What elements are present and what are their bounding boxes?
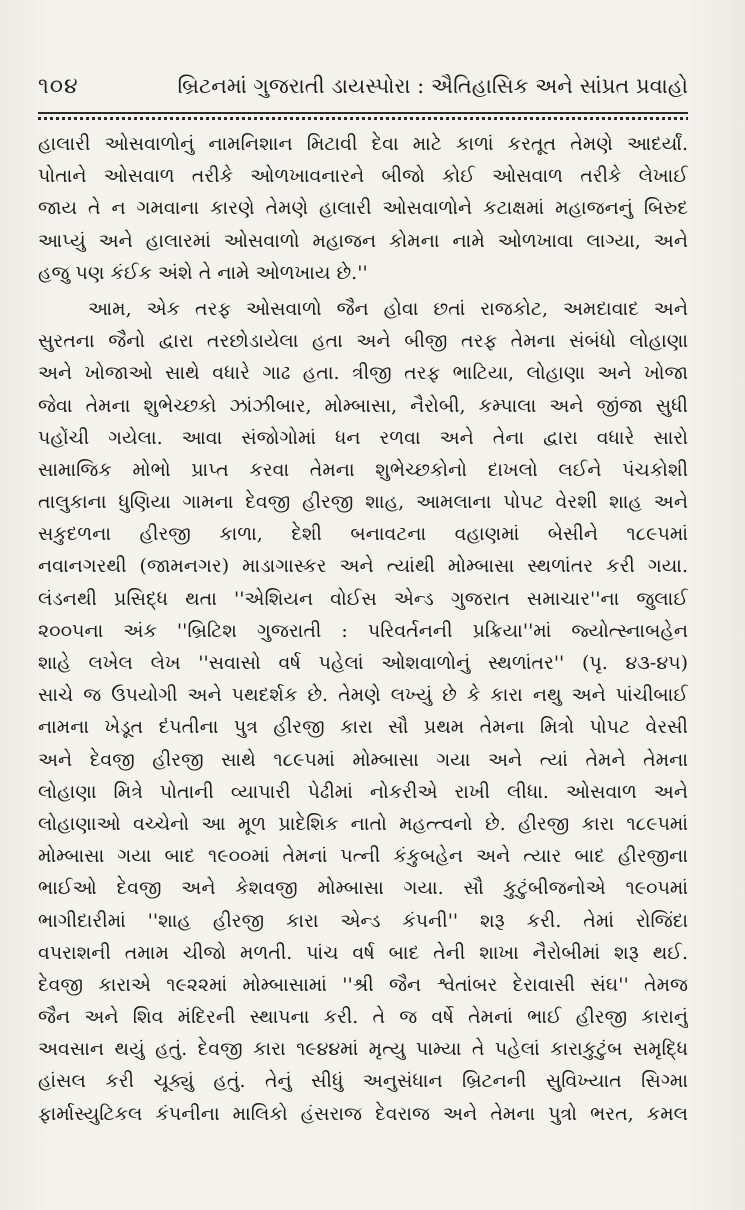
text-line: ફાર્માસ્યુટિકલ કંપનીના માલિકો હંસરાજ દેવરાજ અને તેમના પુત્રો ભરત, કમલ <box>38 1102 688 1125</box>
text-line: ભાઈઓ દેવજી અને કેશવજી મોમ્બાસા ગયા. સૌ કુટુંબીજનોએ ૧૯૦૫માં <box>38 877 688 900</box>
text-line: નવાનગરથી (જામનગર) માડાગાસ્કર અને ત્યાંથી મોમ્બાસા સ્થળાંતર કરી ગયા. <box>38 555 688 578</box>
text-line: જેવા તેમના શુભેચ્છકો ઝાંઝીબાર, મોમ્બાસા, નૈરોબી, કમ્પાલા અને જીંજા સુધી <box>38 394 688 417</box>
text-line: સુરતના જૈનો દ્વારા તરછોડાયેલા હતા અને બીજી તરફ તેમના સંબંધો લોહાણા <box>38 330 688 353</box>
text-line: પહોંચી ગયેલા. આવા સંજોગોમાં ધન રળવા અને તેના દ્વારા વધારે સારો <box>38 426 688 449</box>
text-line: નામના ખેડૂત દંપતીના પુત્ર હીરજી કારા સૌ પ્રથમ તેમના મિત્રો પોપટ વેરસી <box>38 716 688 739</box>
text-line: અને ખોજાઓ સાથે વધારે ગાઢ હતા. ત્રીજી તરફ ભાટિયા, લોહાણા અને ખોજા <box>38 362 688 385</box>
text-line: મોમ્બાસા ગયા બાદ ૧૯૦૦માં તેમનાં પત્ની કંકુબહેન અને ત્યાર બાદ હીરજીના <box>38 845 688 868</box>
text-line: જાય તે ન ગમવાના કારણે તેમણે હાલારી ઓસવાળોને કટાક્ષમાં મહાજનનું બિરુદ <box>38 197 688 220</box>
text-line: લોહાણાઓ વચ્ચેનો આ મૂળ પ્રાદેશિક નાતો મહત્ત્વનો છે. હીરજી કારા ૧૮૯૫માં <box>38 812 688 835</box>
text-line: સકુદળના હીરજી કાળા, દેશી બનાવટના વહાણમાં બેસીને ૧૮૯૫માં <box>38 523 688 546</box>
text-line: દેવજી કારાએ ૧૯૨૨માં મોમ્બાસામાં ''શ્રી જૈન શ્વેતાંબર દેરાવાસી સંઘ'' તેમજ <box>38 973 688 996</box>
text-line: આપ્યું અને હાલારમાં ઓસવાળો મહાજન કોમના નામે ઓળખાવા લાગ્યા, અને <box>38 229 688 252</box>
text-line: સામાજિક મોભો પ્રાપ્ત કરવા તેમના શુભેચ્છકોનો દાખલો લઈને પંચકોશી <box>38 458 688 481</box>
text-line: જૈન અને શિવ મંદિરની સ્થાપના કરી. તે જ વર્ષે તેમનાં ભાઈ હીરજી કારાનું <box>38 1006 688 1029</box>
text-line: લંડનથી પ્રસિદ્ધ થતા ''એશિયન વોઈસ એન્ડ ગુજરાત સમાચાર''ના જુલાઈ <box>38 587 688 610</box>
running-title: બ્રિટનમાં ગુજરાતી ડાયસ્પોરા : ઐતિહાસિક અને સાંપ્રત પ્રવાહો <box>177 74 688 98</box>
text-line: તાલુકાના ધુણિયા ગામના દેવજી હીરજી શાહ, આમલાના પોપટ વેરશી શાહ અને <box>38 491 688 514</box>
text-line: સાચે જ ઉપયોગી અને પથદર્શક છે. તેમણે લખ્યું છે કે કારા નથુ અને પાંચીબાઈ <box>38 684 688 707</box>
text-line: હાંસલ કરી ચૂક્યું હતું. તેનું સીધું અનુસંધાન બ્રિટનની સુવિખ્યાત સિગ્મા <box>38 1070 688 1093</box>
text-line: વપરાશની તમામ ચીજો મળતી. પાંચ વર્ષ બાદ તેની શાખા નૈરોબીમાં શરૂ થઈ. <box>38 941 688 964</box>
text-line: લોહાણા મિત્રે પોતાની વ્યાપારી પેઢીમાં નોકરીએ રાખી લીધા. ઓસવાળ અને <box>38 780 688 803</box>
text-line: અવસાન થયું હતું. દેવજી કારા ૧૯૪૪માં મૃત્યુ પામ્યા તે પહેલાં કારાકુટુંબ સમૃદ્ધિ <box>38 1038 688 1061</box>
header-rule <box>38 112 688 118</box>
page-number: ૧૦૪ <box>38 74 79 99</box>
text-line: ભાગીદારીમાં ''શાહ હીરજી કારા એન્ડ કંપની'' શરૂ કરી. તેમાં રોજિંદા <box>38 909 688 932</box>
text-line: હાલારી ઓસવાળોનું નામનિશાન મિટાવી દેવા માટે કાળાં કરતૂત તેમણે આદર્યાં. <box>38 133 688 155</box>
text-line: હજુ પણ કંઈક અંશે તે નામે ઓળખાય છે.'' <box>38 261 368 284</box>
page-header <box>38 70 688 106</box>
body-text <box>38 128 688 1130</box>
text-line: આમ, એક તરફ ઓસવાળો જૈન હોવા છતાં રાજકોટ, અમદાવાદ અને <box>88 297 688 320</box>
text-line: ૨૦૦૫ના અંક ''બ્રિટિશ ગુજરાતી : પરિવર્તનની પ્રક્રિયા''માં જ્યોત્સ્નાબહેન <box>38 619 688 642</box>
text-line: પોતાને ઓસવાળ તરીકે ઓળખાવનારને બીજો કોઈ ઓસવાળ તરીકે લેખાઈ <box>38 165 688 188</box>
text-line: શાહે લખેલ લેખ ''સવાસો વર્ષ પહેલાં ઓશવાળોનું સ્થળાંતર'' (પૃ. ૪૩-૪૫) <box>38 652 688 674</box>
text-line: અને દેવજી હીરજી સાથે ૧૮૯૫માં મોમ્બાસા ગયા અને ત્યાં તેમને તેમના <box>38 748 688 771</box>
